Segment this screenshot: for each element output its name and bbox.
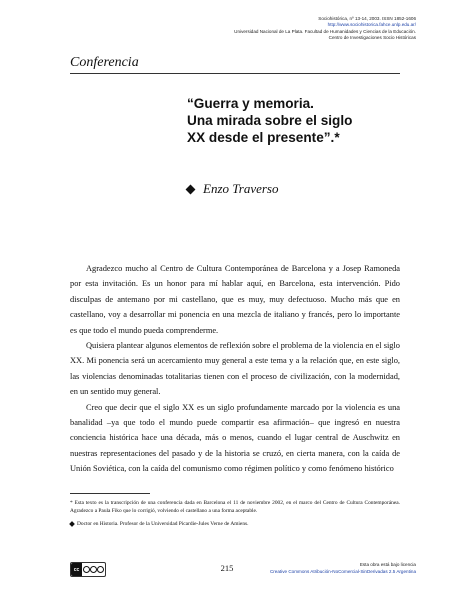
journal-url-link[interactable]: http://www.sociohistorica.fahce.unlp.edu.ar/ [327, 22, 416, 28]
section-label: Conferencia [70, 55, 139, 70]
footnote-author [70, 521, 400, 529]
license-link[interactable]: Creative Commons Atribución-NoComercial-SinDerivadas 2.5 Argentina [269, 568, 416, 574]
footnotes [70, 500, 400, 535]
page-number: 215 [220, 563, 234, 573]
journal-line: Sociohistórica, nº 13-14, 2003. ISSN 1852-1606 [318, 16, 416, 21]
footnote-divider [70, 493, 150, 494]
cc-logo-icon: cc [71, 563, 82, 576]
diamond-bullet-icon [69, 521, 75, 527]
noncommercial-icon [90, 566, 97, 573]
center-line: Centro de Investigaciones Socio Históricas [328, 35, 416, 41]
cc-license-icons [82, 566, 105, 573]
footnote-author-text: Doctor en Historia. Profesor de la Universidad Picardie-Jules Verne de Amiens. [77, 521, 249, 528]
title-line: “Guerra y memoria. [187, 96, 314, 111]
body-paragraph: Quisiera plantear algunos elementos de reflexión sobre el problema de la violencia en el siglo XX. Mi ponencia será un acercamiento muy general a este tema y a la relación que, en este siglo, las violencias denominadas totalitarias tienen con el proceso de civilización, con la modernidad, en un sentido muy general. [70, 341, 400, 397]
article-body [70, 261, 400, 477]
noderivs-icon [97, 566, 104, 573]
footnote-transcription: * Esta texto es la transcripción de una conferencia dada en Barcelona el 11 de noviembre 2002, en el marco del Centro de Cultura Contemporánea. Agradezco a Paula Fiko que lo corrigió, volviendo el castellano a una forma aceptable. [70, 500, 400, 514]
institution-line: Universidad Nacional de La Plata. Facultad de Humanidades y Ciencias de la Educación. [234, 28, 416, 34]
author-name: Enzo Traverso [203, 181, 279, 196]
section-divider [70, 73, 400, 74]
license-line: Esta obra está bajo licencia [359, 562, 416, 567]
body-paragraph: Agradezco mucho al Centro de Cultura Contemporánea de Barcelona y a Josep Ramoneda por esta invitación. Es un honor para mí hablar aquí, en Barcelona, esta intervención. Pido disculpas de antemano por mi castellano, que es muy, muy defectuoso. Mucho más que en castellano, voy a desarrollar mi ponencia en una mezcla de italiano y francés, pero lo importante es que todo el mundo pueda comprenderme. [70, 264, 400, 335]
journal-header [116, 16, 416, 42]
title-line: Una mirada sobre el siglo [187, 113, 353, 128]
title-line: XX desde el presente”.* [187, 130, 340, 145]
article-title [187, 95, 417, 146]
license-notice [186, 562, 416, 575]
author-block [187, 181, 278, 197]
creative-commons-badge[interactable] [70, 562, 106, 577]
diamond-bullet-icon [186, 184, 196, 194]
attribution-icon [83, 566, 90, 573]
body-paragraph: Creo que decir que el siglo XX es un siglo profundamente marcado por la violencia es una banalidad –ya que todo el mundo puede compartir esa afirmación– que ingresó en nuestra conciencia histórica hace una década, más o menos, cuando el lugar central de Auschwitz en nuestras representaciones del pasado y de la historia se cruzó, en cierta manera, con la caída de Unión Soviética, con la caída del comunismo como régimen político y como fenómeno histórico [70, 402, 400, 474]
